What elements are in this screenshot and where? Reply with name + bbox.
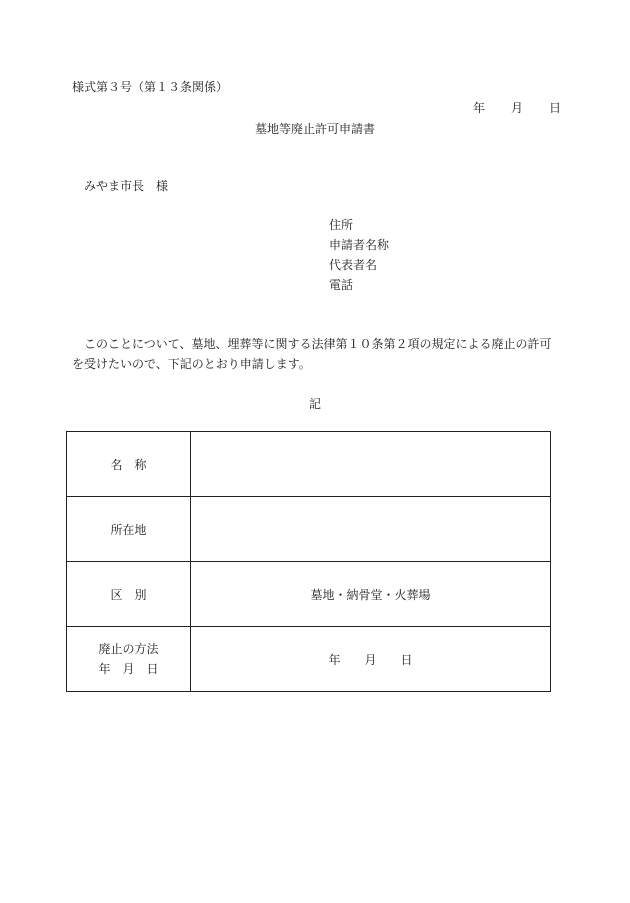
row-label-line: 年 月 日 — [98, 662, 159, 676]
row-value-abolition-date: 年 月 日 — [191, 627, 551, 692]
row-value-name — [191, 432, 551, 497]
date-month: 月 — [511, 101, 524, 115]
addressee: みやま市長 様 — [84, 179, 169, 193]
document-title: 墓地等廃止許可申請書 — [254, 122, 375, 136]
details-table — [66, 431, 551, 692]
applicant-name-label: 申請者名称 — [329, 238, 390, 252]
row-label-line: 廃止の方法 — [98, 642, 159, 656]
row-label-abolition-date — [67, 627, 191, 692]
ki-heading: 記 — [308, 397, 321, 411]
table-row — [67, 627, 551, 692]
row-label-name: 名 称 — [67, 432, 191, 497]
date-year: 年 — [473, 101, 486, 115]
body-text: このことについて、墓地、埋葬等に関する法律第１０条第２項の規定による廃止の許可を受けたいので、下記のとおり申請します。 — [72, 337, 552, 371]
row-value-location — [191, 497, 551, 562]
phone-label: 電話 — [329, 278, 354, 292]
date-line — [473, 102, 561, 114]
applicant-block — [329, 219, 389, 299]
row-label-category: 区 別 — [67, 562, 191, 627]
applicant-address-label: 住所 — [329, 218, 354, 232]
table-row — [67, 562, 551, 627]
row-label-location: 所在地 — [67, 497, 191, 562]
representative-name-label: 代表者名 — [329, 258, 378, 272]
row-value-category: 墓地・納骨堂・火葬場 — [191, 562, 551, 627]
table-row — [67, 497, 551, 562]
date-day: 日 — [549, 101, 562, 115]
form-number: 様式第３号（第１３条関係） — [72, 80, 229, 94]
table-row — [67, 432, 551, 497]
